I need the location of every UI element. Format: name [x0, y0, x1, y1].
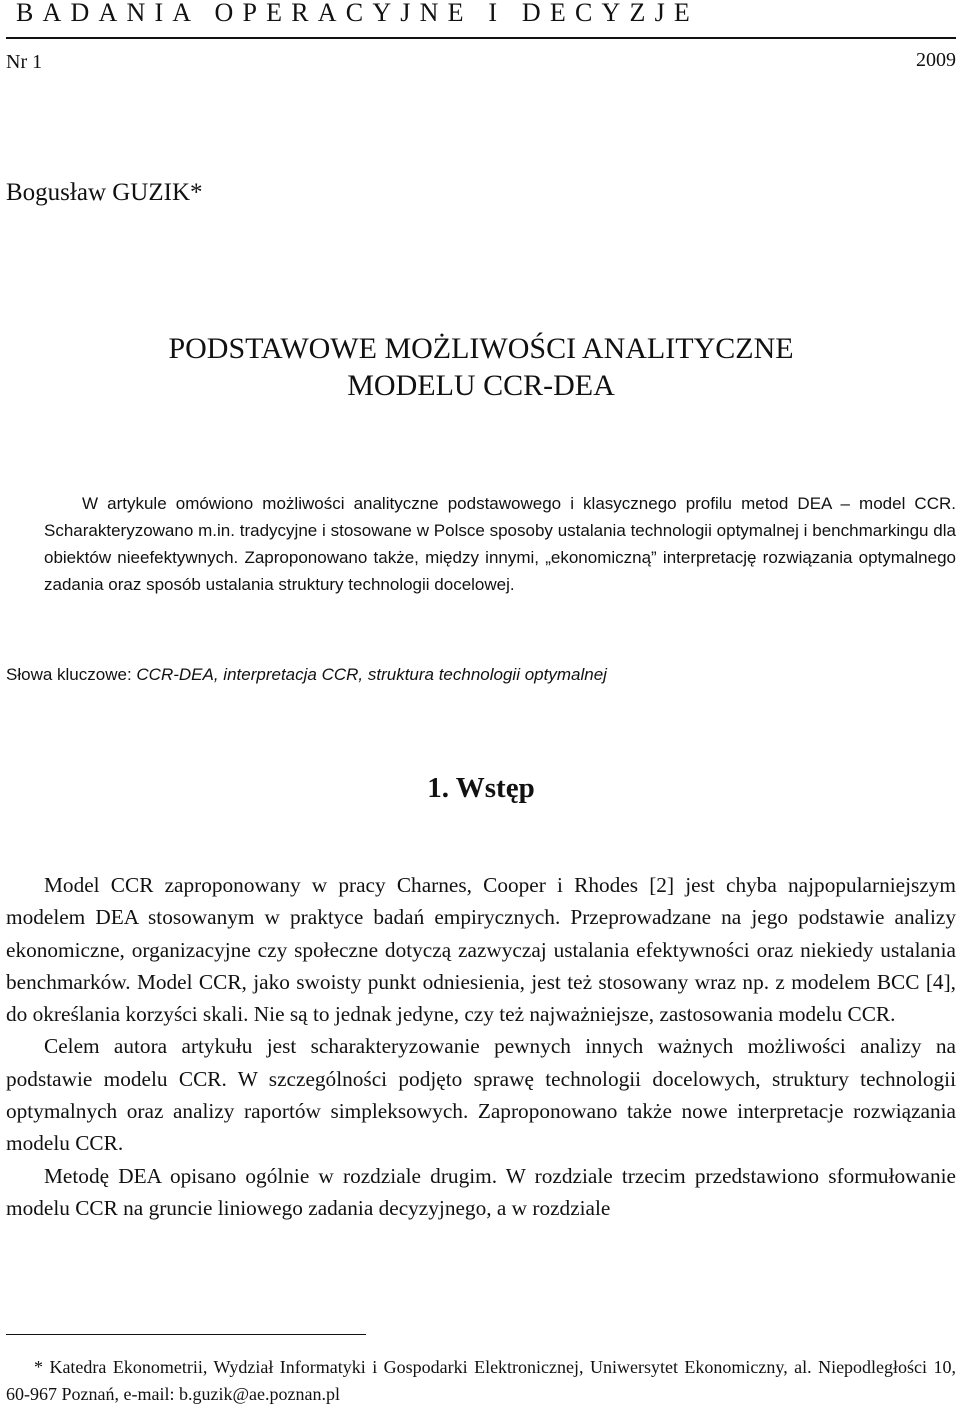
article-title-line-1: PODSTAWOWE MOŻLIWOŚCI ANALITYCZNE [168, 332, 794, 365]
keywords [6, 663, 607, 687]
section-body [6, 869, 956, 1224]
keywords-label: Słowa kluczowe: [6, 665, 132, 684]
abstract [44, 490, 956, 598]
author-name: Bogusław GUZIK* [6, 179, 203, 206]
issue-number: Nr 1 [6, 51, 43, 73]
article-page [6, 0, 956, 1409]
article-title [6, 330, 956, 404]
section-heading: 1. Wstęp [427, 772, 535, 804]
issue-year: 2009 [916, 49, 956, 71]
footnote-text: * Katedra Ekonometrii, Wydział Informatyki i Gospodarki Elektronicznej, Uniwersytet Ekonomiczny, al. Niepodległości 10, 60-967 Poznań, e-mail: b.guzik@ae.poznan.pl [6, 1357, 956, 1404]
journal-title: BADANIA OPERACYJNE I DECYZJE [16, 0, 699, 27]
body-paragraph: Metodę DEA opisano ogólnie w rozdziale drugim. W rozdziale trzecim przedstawiono sformułowanie modelu CCR na gruncie liniowego zadania decyzyjnego, a w rozdziale [6, 1163, 956, 1220]
keywords-values: CCR-DEA, interpretacja CCR, struktura technologii optymalnej [136, 665, 607, 684]
abstract-text: W artykule omówiono możliwości analityczne podstawowego i klasycznego profilu metod DEA – model CCR. Scharakteryzowano m.in. tradycyjne i stosowane w Polsce sposoby ustalania technologii optymalnej i benchmarkingu dla obiektów nieefektywnych. Zaproponowano także, między innymi, „ekonomiczną” interpretację rozwiązania optymalnego zadania oraz sposób ustalania struktury technologii docelowej. [44, 494, 956, 594]
footnote [6, 1354, 956, 1408]
body-paragraph: Celem autora artykułu jest scharakteryzowanie pewnych innych ważnych możliwości analizy na podstawie modelu CCR. W szczególności podjęto sprawę technologii docelowych, struktury technologii optymalnych oraz analizy raportów simpleksowych. Zaproponowano także nowe interpretacje rozwiązania modelu CCR. [6, 1034, 956, 1156]
article-title-line-2: MODELU CCR-DEA [347, 369, 615, 402]
header-rule [6, 37, 956, 39]
footnote-rule [6, 1334, 366, 1335]
body-paragraph: Model CCR zaproponowany w pracy Charnes, Cooper i Rhodes [2] jest chyba najpopularniejszym modelem DEA stosowanym w praktyce badań empirycznych. Przeprowadzane na jego podstawie analizy ekonomiczne, organizacyjne czy społeczne dotyczą zazwyczaj ustalania efektywności oraz niekiedy ustalania benchmarków. Model CCR, jako swoisty punkt odniesienia, jest też stosowany wraz np. z modelem BCC [4], do określania korzyści skali. Nie są to jednak jedyne, czy też najważniejsze, zastosowania modelu CCR. [6, 873, 956, 1027]
